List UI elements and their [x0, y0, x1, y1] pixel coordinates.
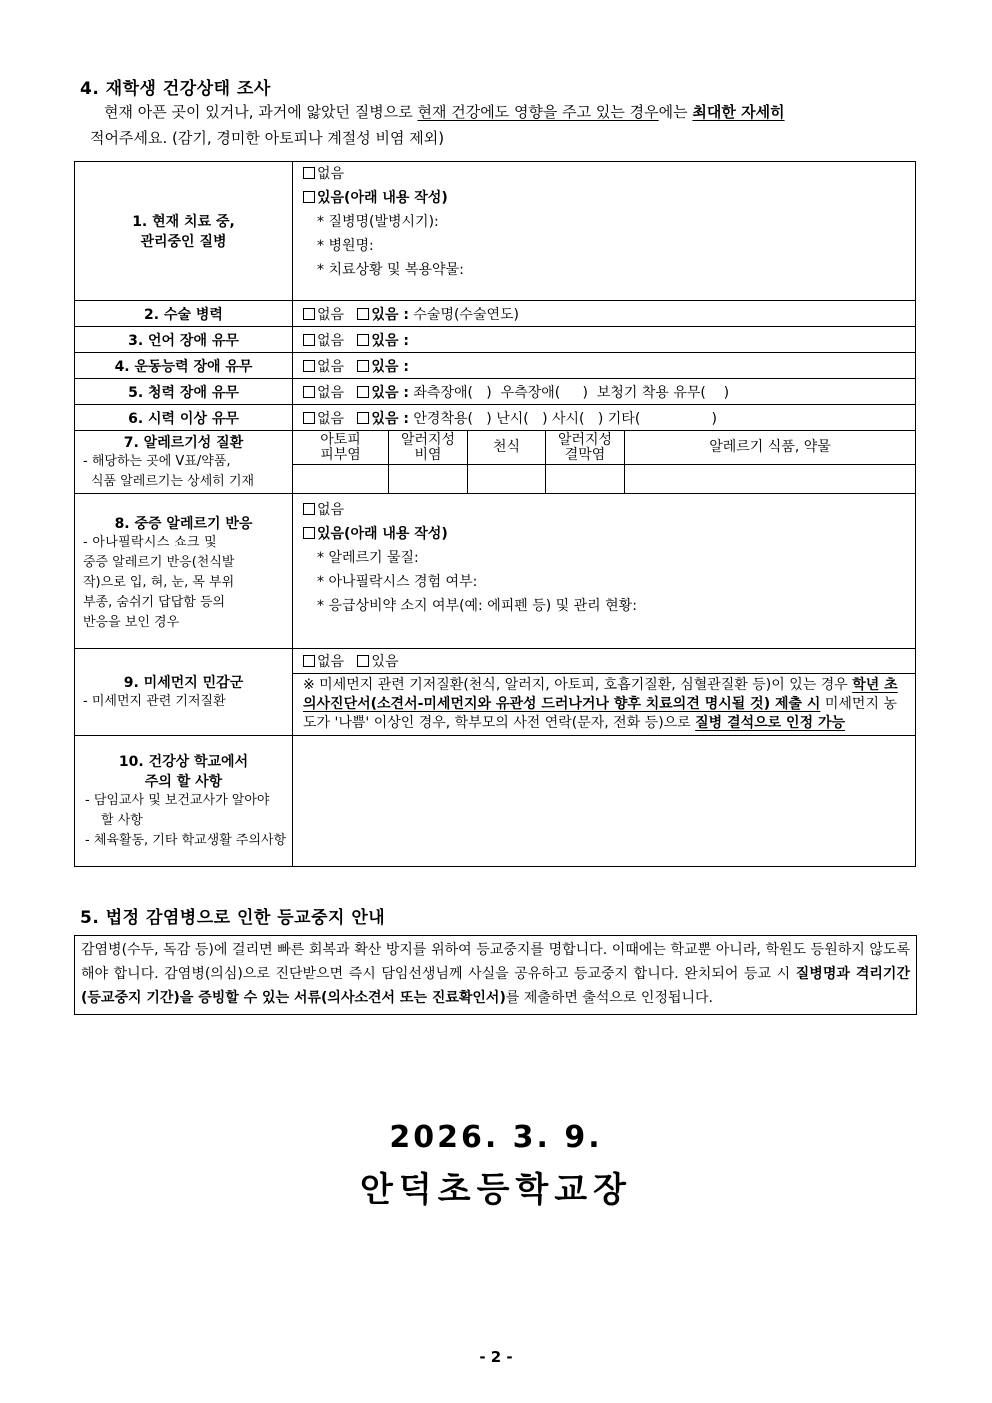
option-label: 없음 — [317, 502, 345, 518]
field-anaphylaxis-experience[interactable]: * 아나필락시스 경험 여부: — [317, 574, 478, 590]
label-line: 1. 현재 치료 중, — [132, 214, 235, 230]
label-hearing: 5. 청력 장애 유무 — [75, 379, 293, 405]
option-yes-label: 있음 : — [371, 306, 409, 323]
page-number: - 2 - — [479, 1348, 513, 1366]
row-speech — [75, 327, 916, 353]
answer-fine-dust — [293, 649, 916, 674]
label-sub: 중증 알레르기 반응(천식발 — [83, 555, 235, 570]
field-treatment-medication[interactable]: * 치료상황 및 복용약물: — [317, 262, 464, 278]
label-fine-dust — [75, 649, 293, 736]
input-allergic-rhinitis[interactable] — [389, 465, 468, 494]
health-survey-table — [74, 161, 916, 867]
option-yes-label: 있음 : — [371, 332, 409, 349]
field-emergency-medication[interactable]: * 응급상비약 소지 여부(예: 에피펜 등) 및 관리 현황: — [317, 598, 637, 614]
label-vision: 6. 시력 이상 유무 — [75, 405, 293, 431]
option-label: 있음(아래 내용 작성) — [317, 526, 448, 542]
col-allergic-rhinitis — [389, 431, 468, 465]
intro-part3: 에는 — [658, 103, 693, 121]
label-sub: 작)으로 입, 혀, 눈, 목 부위 — [83, 575, 235, 590]
answer-motor — [293, 353, 916, 379]
option-none-label: 없음 — [317, 410, 345, 427]
answer-current-treatment — [293, 162, 916, 301]
checkbox-icon[interactable] — [303, 412, 315, 424]
notice-emphasis: 질병명과 격리기간(등교중지 기간)을 증빙할 수 있는 서류(의사소견서 또는 진료확인서) — [81, 966, 910, 1006]
field-allergen[interactable]: * 알레르기 물질: — [317, 550, 419, 566]
label-line: 9. 미세먼지 민감군 — [123, 675, 244, 691]
label-current-treatment — [75, 162, 293, 301]
row-allergy-header — [75, 431, 916, 465]
option-yes-label: 있음 : — [371, 410, 409, 427]
col-food-drug-allergy: 알레르기 식품, 약물 — [625, 431, 916, 465]
option-yes[interactable] — [303, 522, 915, 546]
label-sub: 식품 알레르기는 상세히 기재 — [91, 474, 255, 489]
label-line: 10. 건강상 학교에서 — [118, 754, 249, 770]
col-asthma: 천식 — [468, 431, 546, 465]
input-atopic-dermatitis[interactable] — [293, 465, 389, 494]
note-text: ※ 미세먼지 관련 기저질환(천식, 알러지, 아토피, 호흡기질환, 심혈관질환 등)이 있는 경우 — [303, 677, 853, 693]
checkbox-icon[interactable] — [303, 527, 315, 539]
answer-speech — [293, 327, 916, 353]
col-text: 알러지성 — [400, 431, 456, 448]
label-line: 7. 알레르기성 질환 — [123, 435, 244, 451]
col-text: 알러지성 — [557, 431, 613, 448]
option-none[interactable] — [303, 162, 915, 186]
label-line: 관리중인 질병 — [140, 234, 227, 250]
answer-vision — [293, 405, 916, 431]
label-sub: - 아나필락시스 쇼크 및 — [83, 535, 218, 550]
label-line: 8. 중증 알레르기 반응 — [114, 516, 253, 532]
option-none-label: 없음 — [317, 332, 345, 349]
row-motor — [75, 353, 916, 379]
row-vision — [75, 405, 916, 431]
surgery-detail[interactable]: 수술명(수술연도) — [408, 306, 519, 323]
label-motor: 4. 운동능력 장애 유무 — [75, 353, 293, 379]
label-sub: - 해당하는 곳에 V표/약품, — [83, 454, 231, 469]
checkbox-icon[interactable] — [303, 167, 315, 179]
checkbox-icon[interactable] — [357, 360, 369, 372]
option-none-label: 없음 — [317, 306, 345, 323]
field-disease-name[interactable]: * 질병명(발병시기): — [317, 214, 439, 230]
option-yes[interactable] — [303, 186, 915, 210]
checkbox-icon[interactable] — [357, 386, 369, 398]
checkbox-icon[interactable] — [357, 655, 369, 667]
checkbox-icon[interactable] — [357, 308, 369, 320]
intro-part2: 현재 건강에도 영향을 주고 있는 경우 — [417, 103, 659, 121]
intro-part1: 현재 아픈 곳이 있거나, 과거에 앓았던 질병으로 — [104, 103, 418, 121]
checkbox-icon[interactable] — [303, 386, 315, 398]
infectious-disease-notice — [74, 935, 917, 1015]
col-text: 비염 — [414, 446, 442, 463]
checkbox-icon[interactable] — [357, 412, 369, 424]
label-sub: - 체육활동, 기타 학교생활 주의사항 — [85, 833, 287, 848]
checkbox-icon[interactable] — [303, 655, 315, 667]
note-text: 미세먼지 농도가 '나쁨' 이상인 경우, 학부모의 사전 연락(문자, 전화 등)으로 — [303, 696, 897, 731]
label-surgery: 2. 수술 병력 — [75, 301, 293, 327]
school-principal: 안덕초등학교장 — [360, 1170, 632, 1210]
section4-intro-line2: 적어주세요. (감기, 경미한 아토피나 계절성 비염 제외) — [90, 129, 445, 147]
input-school-precautions[interactable] — [293, 736, 916, 867]
label-speech: 3. 언어 장애 유무 — [75, 327, 293, 353]
section5-title: 5. 법정 감염병으로 인한 등교중지 안내 — [80, 908, 386, 928]
section4-intro-line1 — [104, 99, 916, 125]
note-emphasis: 질병 결석으로 인정 가능 — [695, 715, 846, 731]
option-yes-label: 있음 : — [371, 358, 409, 375]
vision-detail[interactable]: 안경착용( ) 난시( ) 사시( ) 기타( ) — [408, 410, 717, 427]
label-school-precautions — [75, 736, 293, 867]
col-text: 결막염 — [564, 446, 606, 463]
col-text: 피부염 — [320, 446, 361, 463]
answer-hearing — [293, 379, 916, 405]
intro-part4: 최대한 자세히 — [692, 103, 785, 121]
label-sub: - 미세먼지 관련 기저질환 — [83, 694, 226, 709]
label-allergy — [75, 431, 293, 494]
label-sub: 반응을 보인 경우 — [83, 615, 180, 630]
note-emphasis: 학년 초 의사진단서(소견서-미세먼지와 유관성 드러나거나 향후 치료의견 명시될 것) 제출 시 — [303, 677, 898, 712]
row-fine-dust-options — [75, 649, 916, 674]
label-sub: 할 사항 — [101, 813, 143, 828]
col-text: 아토피 — [320, 431, 361, 448]
input-food-drug-allergy[interactable] — [625, 465, 916, 494]
fine-dust-note — [293, 674, 916, 736]
section4-title: 4. 재학생 건강상태 조사 — [80, 79, 271, 99]
answer-severe-allergy — [293, 494, 916, 649]
option-yes-label: 있음 : — [371, 384, 409, 401]
row-school-precautions — [75, 736, 916, 867]
checkbox-icon[interactable] — [303, 334, 315, 346]
option-none[interactable] — [303, 498, 915, 522]
option-yes-label: 있음 — [371, 654, 399, 670]
label-severe-allergy — [75, 494, 293, 649]
hearing-detail[interactable]: 좌측장애( ) 우측장애( ) 보청기 착용 유무( ) — [408, 384, 730, 401]
row-hearing — [75, 379, 916, 405]
option-label: 없음 — [317, 166, 345, 182]
input-allergic-conjunctivitis[interactable] — [546, 465, 625, 494]
notice-text: 를 제출하면 출석으로 인정됩니다. — [505, 990, 713, 1006]
checkbox-icon[interactable] — [303, 191, 315, 203]
checkbox-icon[interactable] — [303, 360, 315, 372]
row-current-treatment — [75, 162, 916, 301]
label-line: 주의 할 사항 — [144, 774, 223, 790]
col-allergic-conjunctivitis — [546, 431, 625, 465]
row-severe-allergy — [75, 494, 916, 649]
issue-date: 2026. 3. 9. — [389, 1120, 603, 1155]
option-none-label: 없음 — [317, 358, 345, 375]
label-sub: 부종, 숨쉬기 답답함 등의 — [83, 595, 226, 610]
field-hospital-name[interactable]: * 병원명: — [317, 238, 374, 254]
label-sub: - 담임교사 및 보건교사가 알아야 — [85, 793, 270, 808]
checkbox-icon[interactable] — [303, 503, 315, 515]
row-surgery — [75, 301, 916, 327]
checkbox-icon[interactable] — [357, 334, 369, 346]
answer-surgery — [293, 301, 916, 327]
checkbox-icon[interactable] — [303, 308, 315, 320]
option-none-label: 없음 — [317, 654, 345, 670]
input-asthma[interactable] — [468, 465, 546, 494]
option-label: 있음(아래 내용 작성) — [317, 190, 448, 206]
option-none-label: 없음 — [317, 384, 345, 401]
col-atopic-dermatitis — [293, 431, 389, 465]
notice-text: 감염병(수두, 독감 등)에 걸리면 빠른 회복과 확산 방지를 위하여 등교중지를 명합니다. 이때에는 학교뿐 아니라, 학원도 등원하지 않도록 해야 합니다. 감염병(의심)으로 진단받으면 즉시 담임선생님께 사실을 공유하고 등교중지 합니다. 완치되어 등교 시 — [81, 942, 910, 982]
